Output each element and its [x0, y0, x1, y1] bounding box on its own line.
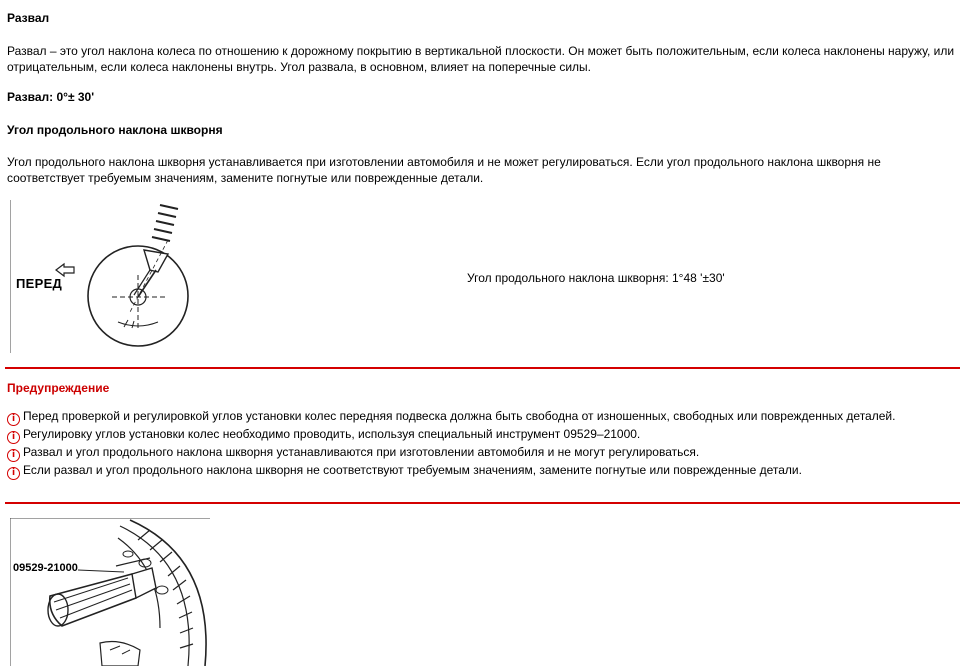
warning-item	[7, 408, 957, 426]
section-divider-bottom	[5, 502, 960, 504]
section-divider-top	[5, 367, 960, 369]
warning-item-text: Перед проверкой и регулировкой углов установки колес передняя подвеска должна быть свободна от изношенных, свободных или поврежденных деталей.	[23, 409, 896, 423]
warning-circle-icon: i	[7, 467, 20, 480]
warning-item	[7, 444, 957, 462]
warning-item	[7, 462, 957, 480]
caster-figure	[10, 200, 210, 353]
camber-value: Развал: 0°± 30'	[7, 90, 95, 104]
caster-heading: Угол продольного наклона шкворня	[7, 123, 223, 137]
camber-description: Развал – это угол наклона колеса по отношению к дорожному покрытию в вертикальной плоскости. Он может быть положительным, если колеса наклонены наружу, или отрицательным, если колеса наклонены внутрь. Угол развала, в основном, влияет на поперечные силы.	[7, 44, 955, 74]
warning-list	[7, 408, 957, 480]
tool-number-label: 09529-21000	[13, 562, 78, 574]
warning-circle-icon: i	[7, 431, 20, 444]
tool-figure	[10, 518, 210, 666]
warning-item-text: Развал и угол продольного наклона шкворня устанавливаются при изготовлении автомобиля и не могут регулироваться.	[23, 445, 700, 459]
warning-item	[7, 426, 957, 444]
warning-title: Предупреждение	[7, 381, 110, 395]
warning-item-text: Если развал и угол продольного наклона шкворня не соответствуют требуемым значениям, замените погнутые или поврежденные детали.	[23, 463, 802, 477]
front-direction-label: ПЕРЕД	[16, 276, 63, 291]
warning-item-text: Регулировку углов установки колес необходимо проводить, используя специальный инструмент 09529–21000.	[23, 427, 641, 441]
caster-value: Угол продольного наклона шкворня: 1°48 '±30'	[467, 271, 725, 285]
camber-heading: Развал	[7, 11, 50, 25]
caster-description: Угол продольного наклона шкворня устанавливается при изготовлении автомобиля и не может регулироваться. Если угол продольного наклона шкворня не соответствует требуемым значениям, замените погнутые или поврежденные детали.	[7, 155, 881, 185]
warning-circle-icon: i	[7, 449, 20, 462]
warning-circle-icon: i	[7, 413, 20, 426]
